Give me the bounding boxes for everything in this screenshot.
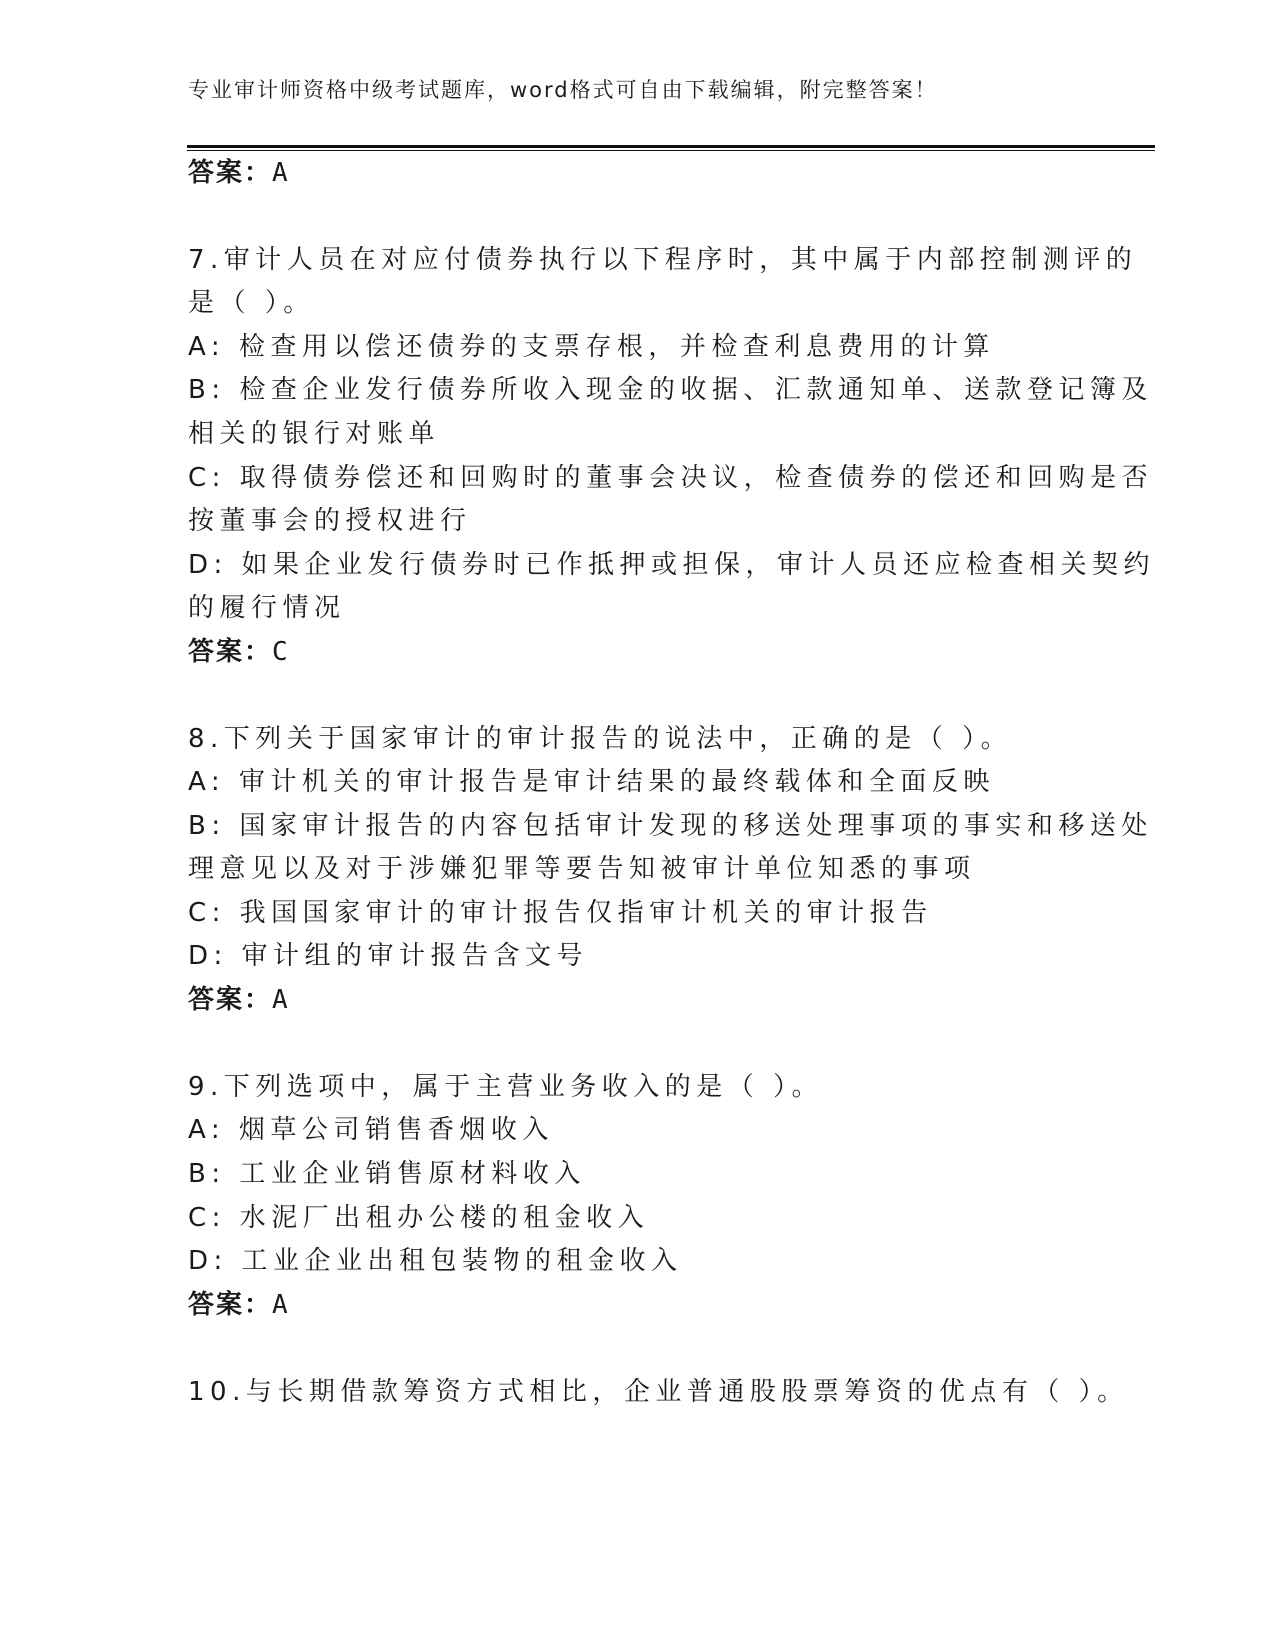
answer-value: A bbox=[272, 1290, 290, 1320]
answer-value: C bbox=[272, 637, 290, 667]
page-header: 专业审计师资格中级考试题库，word格式可自由下载编辑，附完整答案！ bbox=[188, 78, 938, 102]
question-stem-line: 10.与长期借款筹资方式相比，企业普通股股票筹资的优点有（ ）。 bbox=[188, 1377, 1129, 1407]
question-stem-line: 是（ ）。 bbox=[188, 288, 315, 318]
answer-line bbox=[188, 160, 290, 186]
option-a: A: 烟草公司销售香烟收入 bbox=[188, 1115, 554, 1145]
option-b: B: 检查企业发行债券所收入现金的收据、汇款通知单、送款登记簿及 bbox=[188, 375, 1153, 405]
answer-value: A bbox=[272, 158, 290, 188]
option-b: B: 国家审计报告的内容包括审计发现的移送处理事项的事实和移送处 bbox=[188, 811, 1153, 841]
answer-label: 答案： bbox=[188, 1290, 273, 1320]
question-stem-line: 7.审计人员在对应付债券执行以下程序时，其中属于内部控制测评的 bbox=[188, 245, 1138, 275]
option-a: A: 审计机关的审计报告是审计结果的最终载体和全面反映 bbox=[188, 767, 995, 797]
option-c: C: 水泥厂出租办公楼的租金收入 bbox=[188, 1203, 650, 1233]
question-stem-line: 8.下列关于国家审计的审计报告的说法中，正确的是（ ）。 bbox=[188, 724, 1013, 754]
header-rule bbox=[187, 145, 1155, 151]
answer-line bbox=[188, 639, 290, 665]
option-d: D: 审计组的审计报告含文号 bbox=[188, 941, 589, 971]
answer-label: 答案： bbox=[188, 158, 273, 188]
answer-line bbox=[188, 1292, 290, 1318]
option-c-continued: 按董事会的授权进行 bbox=[188, 506, 472, 536]
option-b-continued: 理意见以及对于涉嫌犯罪等要告知被审计单位知悉的事项 bbox=[188, 854, 976, 884]
answer-line bbox=[188, 987, 290, 1013]
option-a: A: 检查用以偿还债券的支票存根，并检查利息费用的计算 bbox=[188, 332, 995, 362]
question-stem-line: 9.下列选项中，属于主营业务收入的是（ ）。 bbox=[188, 1072, 824, 1102]
option-d-continued: 的履行情况 bbox=[188, 593, 346, 623]
answer-label: 答案： bbox=[188, 637, 273, 667]
answer-label: 答案： bbox=[188, 985, 273, 1015]
option-c: C: 取得债券偿还和回购时的董事会决议，检查债券的偿还和回购是否 bbox=[188, 463, 1154, 493]
option-d: D: 工业企业出租包装物的租金收入 bbox=[188, 1246, 683, 1276]
option-d: D: 如果企业发行债券时已作抵押或担保，审计人员还应检查相关契约 bbox=[188, 550, 1156, 580]
option-b-continued: 相关的银行对账单 bbox=[188, 419, 441, 449]
answer-value: A bbox=[272, 985, 290, 1015]
option-b: B: 工业企业销售原材料收入 bbox=[188, 1159, 586, 1189]
option-c: C: 我国国家审计的审计报告仅指审计机关的审计报告 bbox=[188, 898, 933, 928]
